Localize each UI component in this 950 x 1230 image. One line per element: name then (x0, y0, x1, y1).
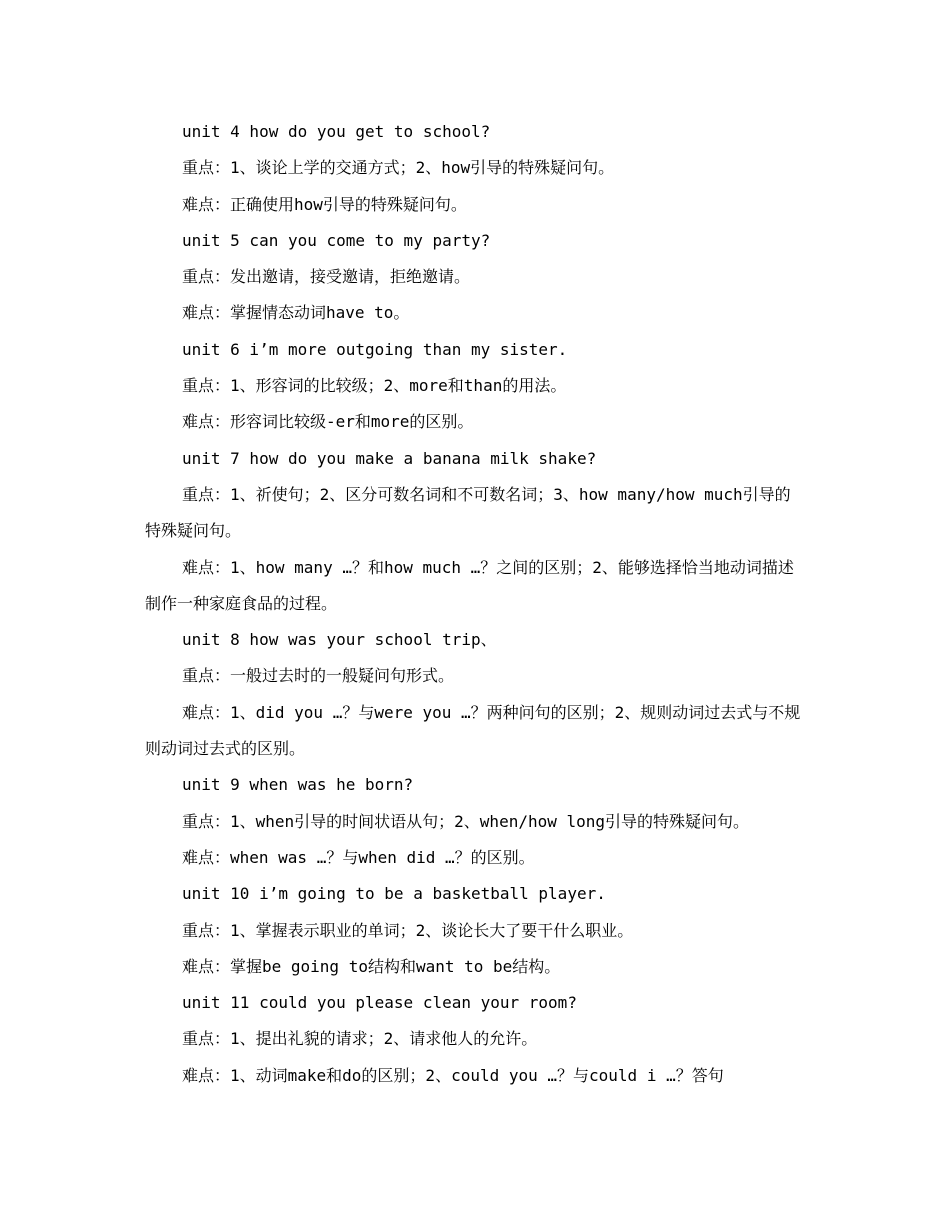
unit-4-difficulties: 难点：正确使用how引导的特殊疑问句。 (182, 194, 467, 214)
unit-6-key-points: 重点：1、形容词的比较级；2、more和than的用法。 (182, 376, 567, 396)
unit-7-heading: unit 7 how do you make a banana milk shake? (182, 448, 597, 468)
unit-10-heading: unit 10 i’m going to be a basketball player. (182, 884, 606, 904)
unit-5-key-points: 重点：发出邀请，接受邀请，拒绝邀请。 (182, 267, 471, 287)
unit-11-heading: unit 11 could you please clean your room? (182, 993, 577, 1013)
unit-9-heading: unit 9 when was he born? (182, 775, 414, 795)
unit-4-key-points: 重点：1、谈论上学的交通方式；2、how引导的特殊疑问句。 (182, 158, 615, 178)
unit-7-key-points: 重点：1、祈使句；2、区分可数名词和不可数名词；3、how many/how much引导的特殊疑问句。 (145, 484, 791, 541)
unit-5-heading: unit 5 can you come to my party? (182, 230, 491, 250)
unit-11-difficulties: 难点：1、动词make和do的区别；2、could you …？与could i …？答句 (182, 1065, 724, 1085)
unit-8-key-points: 重点：一般过去时的一般疑问句形式。 (182, 666, 455, 686)
unit-6-difficulties: 难点：形容词比较级-er和more的区别。 (182, 412, 474, 432)
unit-10-difficulties: 难点：掌握be going to结构和want to be结构。 (182, 956, 561, 976)
unit-6-heading: unit 6 i’m more outgoing than my sister. (182, 339, 568, 359)
unit-9-difficulties: 难点：when was …？与when did …？的区别。 (182, 847, 535, 867)
unit-9-key-points: 重点：1、when引导的时间状语从句；2、when/how long引导的特殊疑问句。 (182, 811, 750, 831)
unit-5-difficulties: 难点：掌握情态动词have to。 (182, 303, 410, 323)
unit-8-heading: unit 8 how was your school trip、 (182, 630, 497, 650)
unit-8-difficulties: 难点：1、did you …？与were you …？两种问句的区别；2、规则动词过去式与不规则动词过去式的区别。 (145, 702, 801, 759)
unit-7-difficulties: 难点：1、how many …？和how much …？之间的区别；2、能够选择恰当地动词描述制作一种家庭食品的过程。 (145, 557, 794, 613)
unit-10-key-points: 重点：1、掌握表示职业的单词；2、谈论长大了要干什么职业。 (182, 920, 634, 940)
unit-11-key-points: 重点：1、提出礼貌的请求；2、请求他人的允许。 (182, 1029, 538, 1049)
unit-4-heading: unit 4 how do you get to school? (182, 122, 491, 141)
document-body (145, 114, 805, 1094)
